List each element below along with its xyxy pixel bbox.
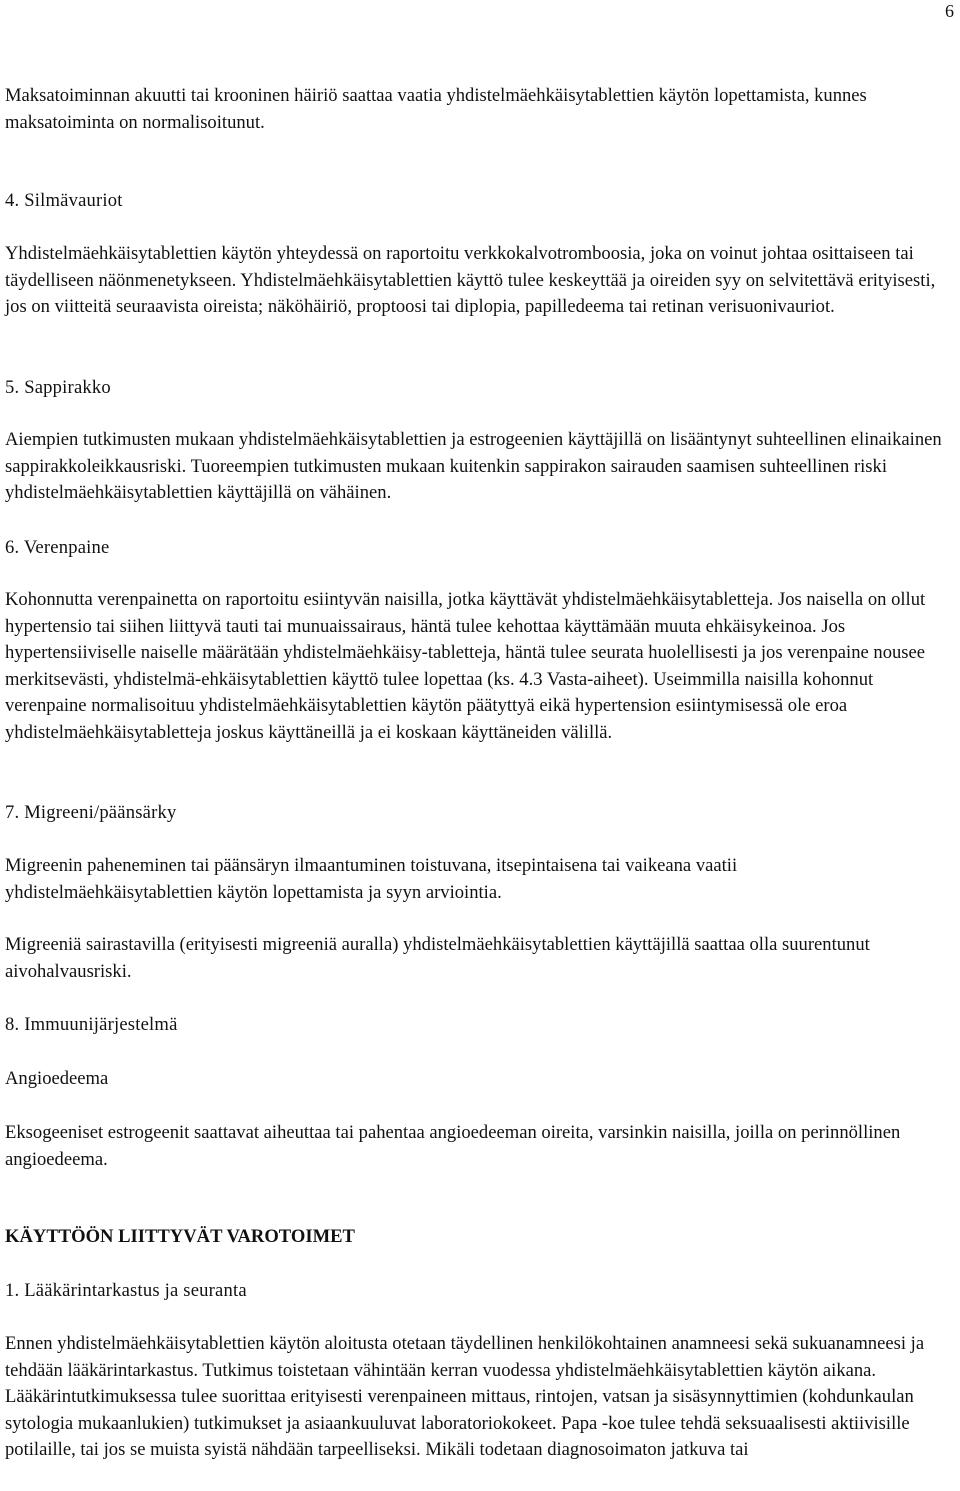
heading-blood-pressure: 6. Verenpaine <box>5 537 110 558</box>
page-number: 6 <box>945 1 954 21</box>
heading-immune-system: 8. Immuunijärjestelmä <box>5 1014 178 1035</box>
paragraph-gallbladder: Aiempien tutkimusten mukaan yhdistelmäehkäisytablettien ja estrogeenien käyttäjillä on lisääntynyt suhteellinen elinaikainen sappirakkoleikkausriski. Tuoreempien tutkimusten mukaan kuitenkin sappirakon sairauden saamisen suhteellinen riski yhdistelmäehkäisytablettien käyttäjillä on vähäinen. <box>5 429 942 503</box>
subheading-angioedema: Angioedeema <box>5 1068 109 1089</box>
heading-medical-examination: 1. Lääkärintarkastus ja seuranta <box>5 1280 247 1301</box>
paragraph-migraine-2: Migreeniä sairastavilla (erityisesti migreeniä auralla) yhdistelmäehkäisytablettien käyttäjillä saattaa olla suurentunut aivohalvausriski. <box>5 934 870 982</box>
paragraph-eye-damage: Yhdistelmäehkäisytablettien käytön yhteydessä on raportoitu verkkokalvotromboosia, joka on voinut johtaa osittaiseen tai täydelliseen näönmenetykseen. Yhdistelmäehkäisytablettien käyttö tulee keskeyttää ja oireiden syy on selvitettävä erityisesti, jos on viitteitä seuraavista oireista; näköhäiriö, proptoosi tai diplopia, papilledeema tai retinan verisuonivauriot. <box>5 243 936 317</box>
paragraph-blood-pressure: Kohonnutta verenpainetta on raportoitu esiintyvän naisilla, jotka käyttävät yhdistelmäehkäisytabletteja. Jos naisella on ollut hypertensio tai siihen liittyvä tauti tai munuaissairaus, häntä tulee kehottaa käyttämään muuta ehkäisykeinoa. Jos hypertensiiviselle naiselle määrätään yhdistelmäehkäisy-tabletteja, häntä tulee seurata huolellisesti ja jos verenpaine nousee merkitsevästi, yhdistelmä-ehkäisytablettien käyttö tulee lopettaa (ks. 4.3 Vasta-aiheet). Useimmilla naisilla kohonnut verenpaine normalisoituu yhdistelmäehkäisytablettien käytön päätyttyä eikä hypertension esiintymisessä ole eroa yhdistelmäehkäisytabletteja joskus käyttäneillä ja ei koskaan käyttäneiden välillä. <box>5 589 926 743</box>
paragraph-angioedema: Eksogeeniset estrogeenit saattavat aiheuttaa tai pahentaa angioedeeman oireita, varsinkin naisilla, joilla on perinnöllinen angioedeema. <box>5 1122 901 1170</box>
paragraph-liver: Maksatoiminnan akuutti tai krooninen häiriö saattaa vaatia yhdistelmäehkäisytablettien käytön lopettamista, kunnes maksatoiminta on normalisoitunut. <box>5 85 867 133</box>
heading-migraine: 7. Migreeni/päänsärky <box>5 802 177 823</box>
heading-gallbladder: 5. Sappirakko <box>5 377 111 398</box>
paragraph-medical-examination: Ennen yhdistelmäehkäisytablettien käytön aloitusta otetaan täydellinen henkilökohtainen anamneesi sekä sukuanamneesi ja tehdään lääkärintarkastus. Tutkimus toistetaan vähintään kerran vuodessa yhdistelmäehkäisytablettien käytön aikana. Lääkärintutkimuksessa tulee suorittaa erityisesti verenpaineen mittaus, rintojen, vatsan ja sisäsynnyttimien (kohdunkaulan sytologia mukaanlukien) tutkimukset ja asiaankuuluvat laboratoriokokeet. Papa -koe tulee tehdä seksuaalisesti aktiivisille potilaille, tai jos se muista syistä nähdään tarpeelliseksi. Mikäli todetaan diagnosoimaton jatkuva tai <box>5 1333 925 1460</box>
section-heading-precautions: KÄYTTÖÖN LIITTYVÄT VAROTOIMET <box>5 1226 355 1247</box>
heading-eye-damage: 4. Silmävauriot <box>5 190 123 211</box>
paragraph-migraine-1: Migreenin paheneminen tai päänsäryn ilmaantuminen toistuvana, itsepintaisena tai vaikeana vaatii yhdistelmäehkäisytablettien käytön lopettamista ja syyn arviointia. <box>5 855 738 903</box>
